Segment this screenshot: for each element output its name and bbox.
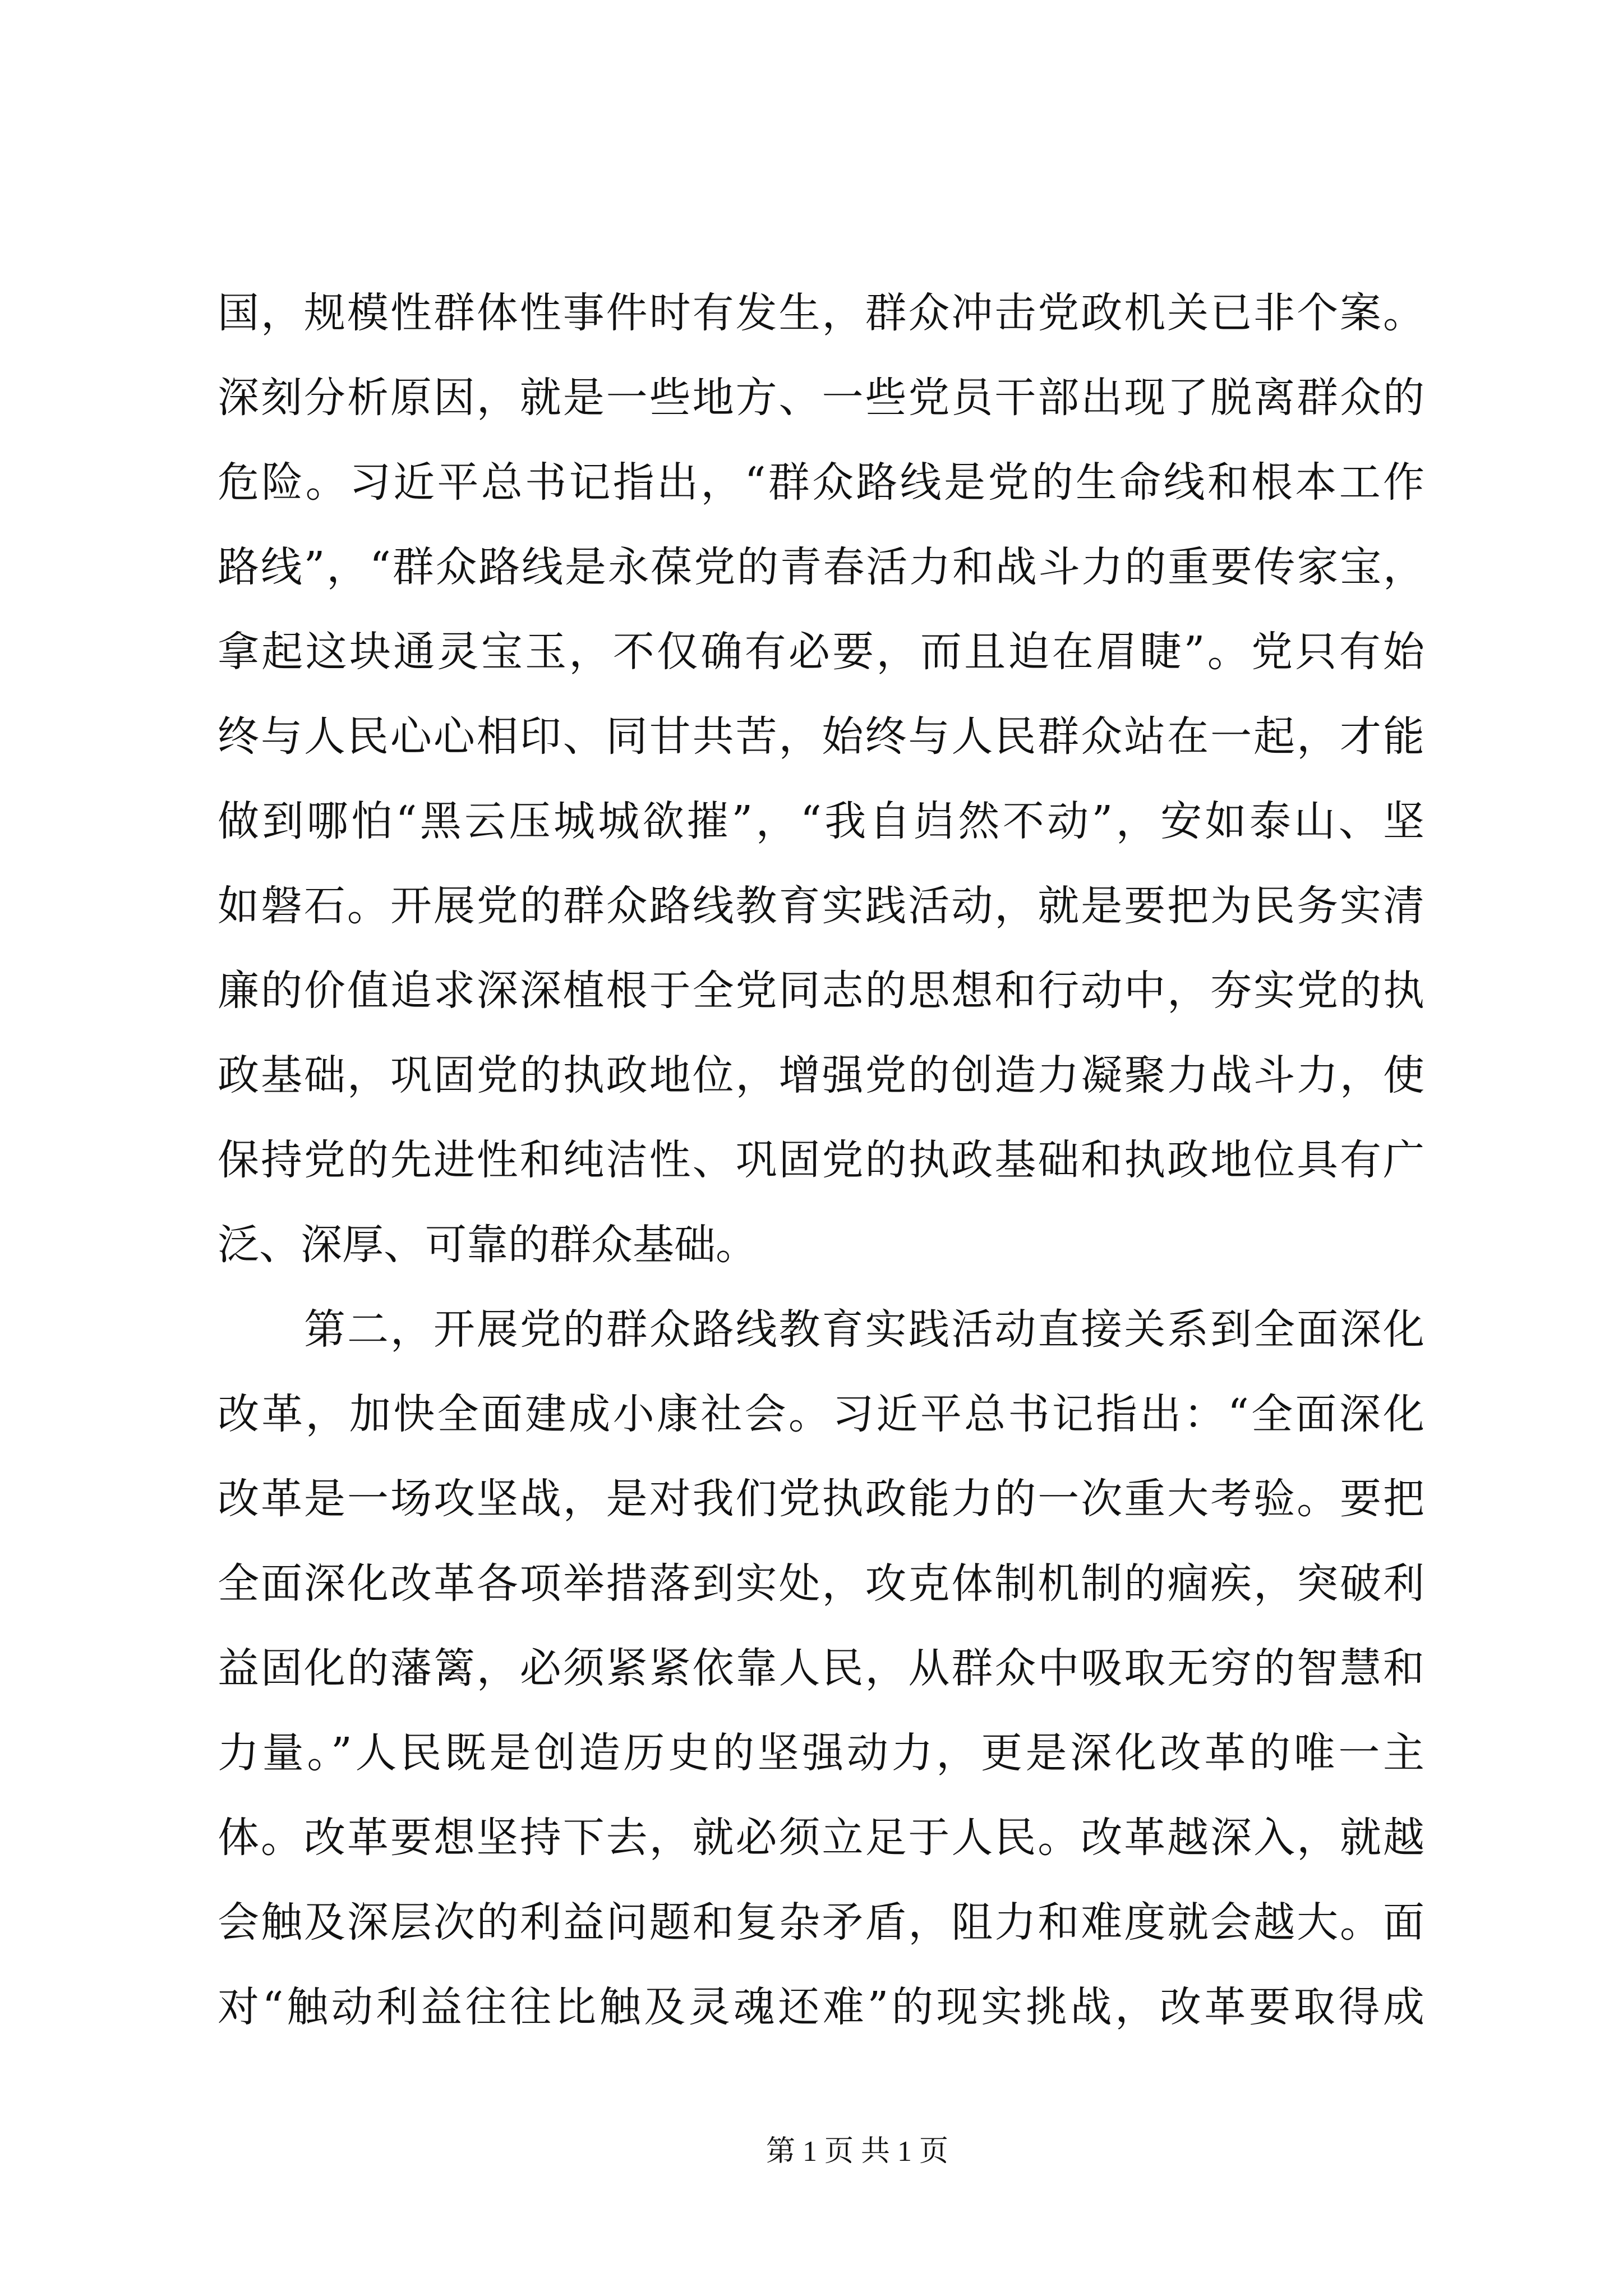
text-line: 泛、深厚、可靠的群众基础。 — [218, 1221, 757, 1269]
page-footer — [750, 2132, 964, 2171]
text-line: 深刻分析原因，就是一些地方、一些党员干部出现了脱离群众的 — [218, 374, 1424, 422]
text-line: 拿起这块通灵宝玉，不仅确有必要，而且迫在眉睫”。党只有始 — [218, 628, 1424, 676]
text-line: 第二，开展党的群众路线教育实践活动直接关系到全面深化 — [304, 1305, 1424, 1354]
text-line: 益固化的藩篱，必须紧紧依靠人民，从群众中吸取无穷的智慧和 — [218, 1644, 1424, 1692]
paragraph — [218, 1287, 1424, 2050]
text-line: 改革是一场攻坚战，是对我们党执政能力的一次重大考验。要把 — [218, 1475, 1424, 1523]
text-line: 如磐石。开展党的群众路线教育实践活动，就是要把为民务实清 — [218, 882, 1424, 930]
text-line: 对“触动利益往往比触及灵魂还难”的现实挑战，改革要取得成 — [218, 1983, 1424, 2031]
text-line: 会触及深层次的利益问题和复杂矛盾，阻力和难度就会越大。面 — [218, 1898, 1424, 1947]
paragraph — [218, 271, 1424, 1287]
text-line: 体。改革要想坚持下去，就必须立足于人民。改革越深入，就越 — [218, 1814, 1424, 1862]
text-line: 保持党的先进性和纯洁性、巩固党的执政基础和执政地位具有广 — [218, 1136, 1424, 1184]
text-line: 路线”，“群众路线是永葆党的青春活力和战斗力的重要传家宝， — [218, 543, 1424, 591]
text-line: 终与人民心心相印、同甘共苦，始终与人民群众站在一起，才能 — [218, 712, 1424, 761]
document-body — [218, 271, 1424, 2050]
text-line: 做到哪怕“黑云压城城欲摧”，“我自岿然不动”，安如泰山、坚 — [218, 797, 1424, 845]
page-number-label: 第 1 页 共 1 页 — [766, 2136, 948, 2168]
text-line: 廉的价值追求深深植根于全党同志的思想和行动中，夯实党的执 — [218, 967, 1424, 1015]
text-line: 政基础，巩固党的执政地位，增强党的创造力凝聚力战斗力，使 — [218, 1051, 1424, 1099]
text-line: 全面深化改革各项举措落到实处，攻克体制机制的痼疾，突破利 — [218, 1559, 1424, 1608]
text-line: 国，规模性群体性事件时有发生，群众冲击党政机关已非个案。 — [218, 289, 1424, 337]
text-line: 危险。习近平总书记指出，“群众路线是党的生命线和根本工作 — [218, 458, 1424, 507]
text-line: 力量。”人民既是创造历史的坚强动力，更是深化改革的唯一主 — [218, 1729, 1424, 1777]
text-line: 改革，加快全面建成小康社会。习近平总书记指出：“全面深化 — [218, 1390, 1424, 1438]
